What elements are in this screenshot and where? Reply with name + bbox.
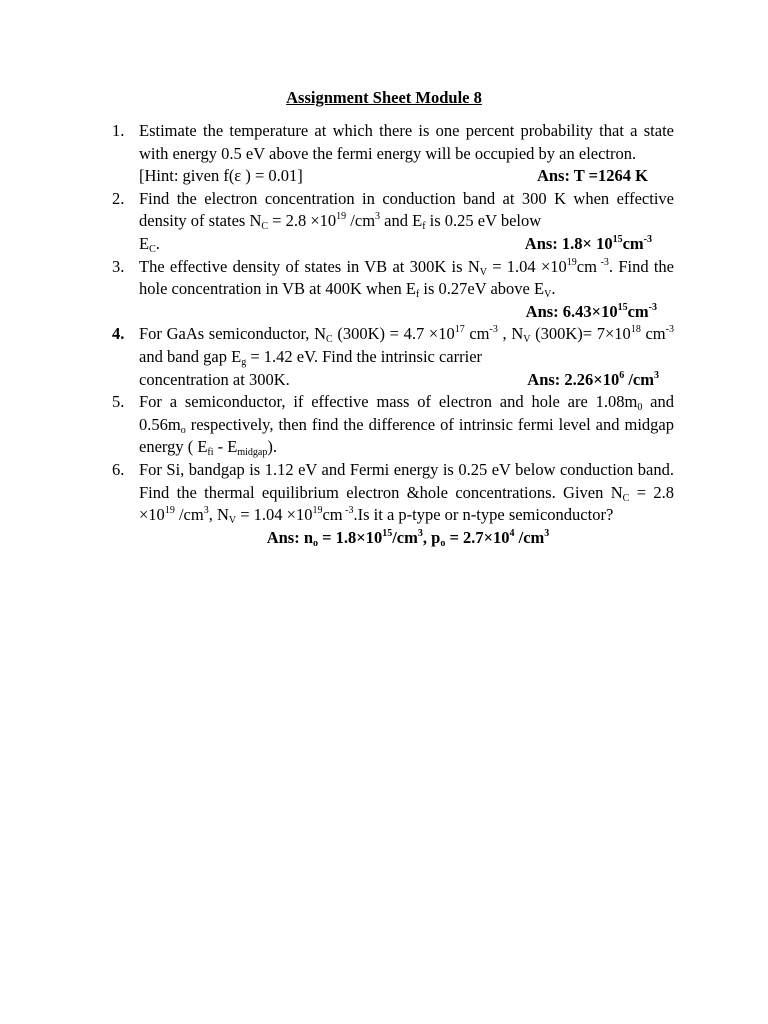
answer-text: Ans: $n_o = 1.8\times 10^{15}/cm^3$, $p_o = 2.7\times 10^4$ $/cm^3$ [266, 527, 550, 549]
hint-answer-line [139, 165, 674, 188]
answer-text: Ans: $6.43\times 10^{15}cm^{-3}$ [525, 301, 657, 321]
question-number: 6. [112, 459, 125, 479]
hint-text: [Hint: given f(ε ) = 0.01] [139, 166, 303, 186]
page-title: Assignment Sheet Module 8 [286, 88, 482, 107]
question-number: 2. [112, 188, 125, 208]
question-2 [112, 188, 674, 256]
question-text: For Si, bandgap is 1.12 eV and Fermi energy is 0.25 eV below conduction band. Find the thermal equilibrium electron &hole concentrations. Given $N_C = 2.8 \times 10^{19}$ $/cm^3$, $N_V = 1.04 \times 10^{19}cm$ $^{-3}$.Is it a p-type or n-type semiconductor? [139, 459, 674, 527]
question-1 [112, 120, 674, 188]
question-tail-line [139, 233, 674, 256]
answer-text: Ans: T =1264 K [536, 166, 648, 186]
question-number: 5. [112, 392, 125, 412]
question-text: Find the electron concentration in conduction band at 300 K when effective density of states $N_C = 2.8 \times 10^{19}$ $/cm^3$ and $E_f$ is 0.25 eV below [139, 188, 674, 233]
answer-text: Ans: $2.26\times 10^6$ $/cm^3$ [527, 369, 659, 389]
question-text: Estimate the temperature at which there is one percent probability that a state with energy 0.5 eV above the fermi energy will be occupied by an electron. [139, 121, 674, 163]
question-tail-line [139, 369, 674, 392]
question-number: 4. [112, 324, 125, 344]
question-text: The effective density of states in VB at 300K is $N_V = 1.04 \times 10^{19}cm$ $^{-3}$. Find the hole concentration in VB at 400K when $E_f$ is 0.27eV above $E_V$. [139, 256, 674, 301]
question-text-tail: $E_C$. [139, 233, 160, 255]
question-6 [112, 459, 674, 549]
question-4 [112, 323, 674, 391]
question-text-tail: concentration at 300K. [139, 369, 290, 389]
question-number: 3. [112, 256, 125, 276]
question-text: For a semiconductor, if effective mass of electron and hole are $1.08m_0$ and $0.56m_o$ respectively, then find the difference of intrinsic fermi level and midgap energy ( $E_{fi} - E_{midgap}$). [139, 392, 674, 459]
question-list [112, 120, 674, 549]
answer-text: Ans: $1.8\times 10^{15}cm^{-3}$ [524, 233, 652, 253]
question-3 [112, 256, 674, 324]
question-5 [112, 391, 674, 459]
question-text: For GaAs semiconductor, $N_C$ $(300K) = 4.7 \times 10^{17}$ $cm^{-3}$ , $N_V$ $(300K)= 7\times 10^{18}$ $cm^{-3}$ and band gap $E_g = 1.42$ eV. Find the intrinsic carrier [139, 324, 674, 368]
question-number: 1. [112, 121, 125, 140]
